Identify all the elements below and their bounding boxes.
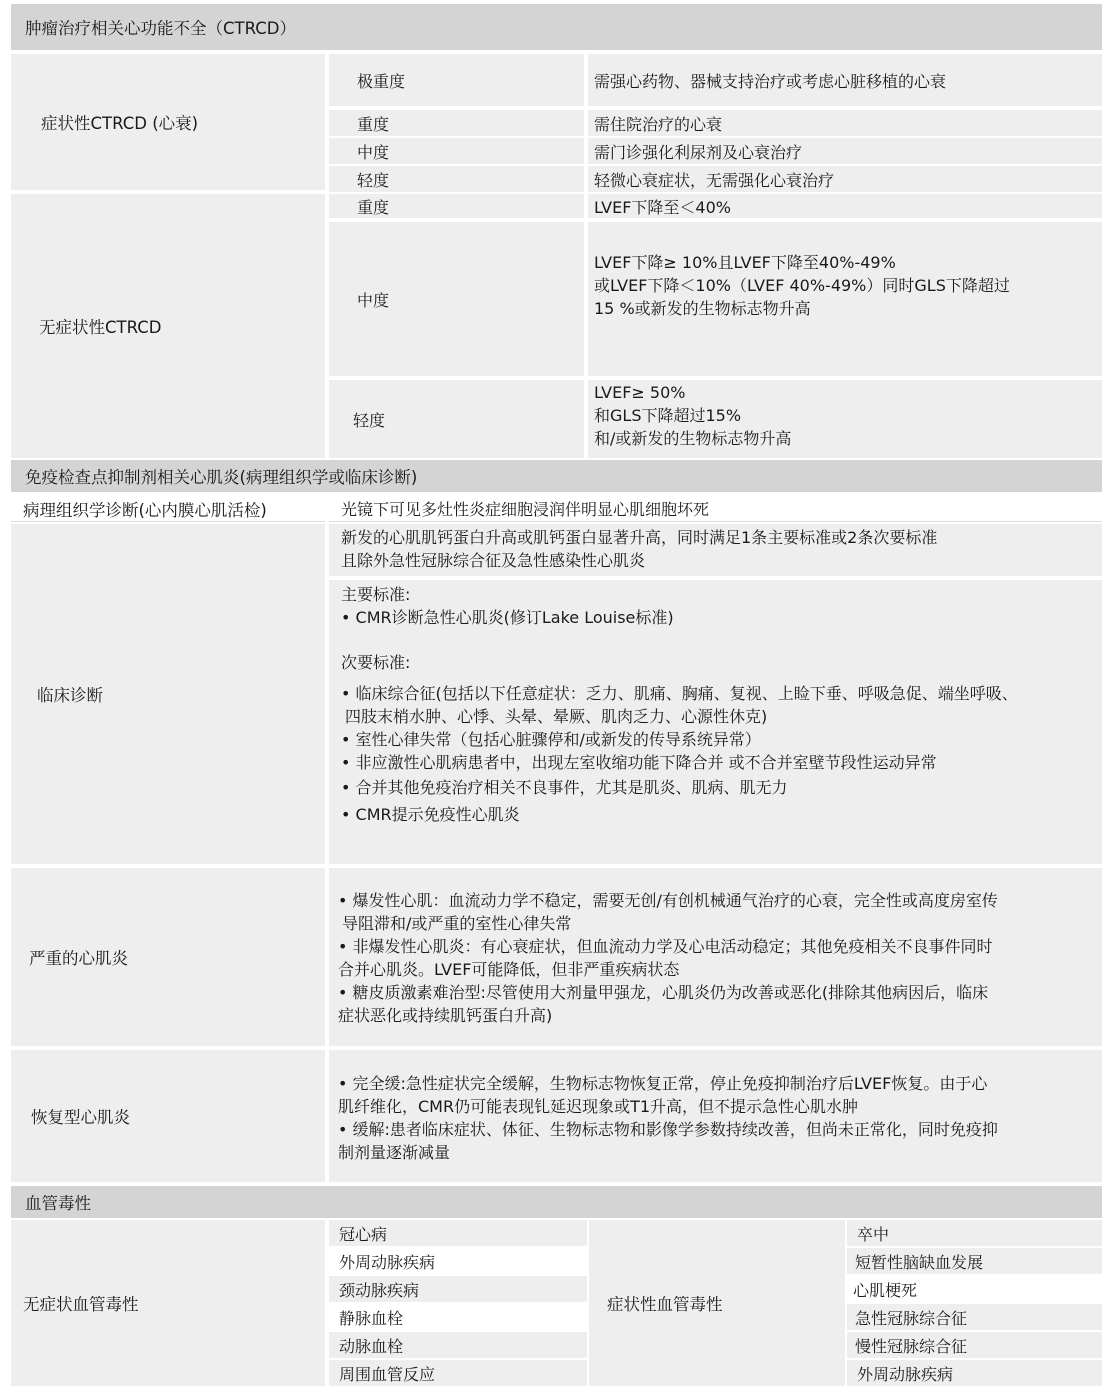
list-item-text: 慢性冠脉综合征 [855, 1336, 968, 1356]
grade-label: 重度 [357, 114, 390, 134]
row-label: 恢复型心肌炎 [31, 1108, 130, 1127]
grade-description: 需强心药物、器械支持治疗或考虑心脏移植的心衰 [594, 71, 947, 91]
grade-description: 轻微心衰症状，无需强化心衰治疗 [594, 170, 835, 190]
asymptomatic-ctrcd-cell [11, 194, 325, 458]
list-item [847, 1332, 1102, 1358]
clinical-intro-cell [329, 524, 1102, 576]
list-item [847, 1220, 1102, 1246]
minor-criteria-item: • 非应激性心肌病患者中，出现左室收缩功能下降合并 或不合并室壁节段性运动异常 [341, 751, 1102, 774]
row-label: 病理组织学诊断(心内膜心肌活检) [23, 500, 267, 520]
row-label: 无症状性CTRCD [39, 318, 162, 337]
minor-criteria-title: 次要标准: [341, 653, 411, 672]
grade-label: 中度 [357, 290, 390, 310]
severe-item: • 爆发性心肌：血流动力学不稳定，需要无创/有创机械通气治疗的心衰，完全性或高度房室传 [338, 889, 1102, 912]
pathology-label-cell [11, 496, 325, 522]
severe-item-cont: 合并心肌炎。LVEF可能降低，但非严重疾病状态 [338, 960, 680, 979]
recovery-item-cont: 制剂量逐渐减量 [338, 1143, 451, 1162]
major-criteria-item: • CMR诊断急性心肌炎(修订Lake Louise标准) [341, 606, 1102, 629]
section-title: 肿瘤治疗相关心功能不全（CTRCD） [25, 19, 296, 38]
pathology-desc-cell [329, 496, 1102, 522]
section-header-myocarditis [11, 460, 1102, 492]
grade-label: 轻度 [357, 170, 390, 190]
grade-cell [329, 166, 584, 192]
row-label: 临床诊断 [37, 686, 103, 705]
severe-myocarditis-cell [11, 868, 325, 1046]
grade-label: 重度 [357, 197, 390, 217]
list-item [847, 1304, 1102, 1330]
desc-line: 和/或新发的生物标志物升高 [594, 429, 792, 448]
asymptomatic-vascular-cell [11, 1220, 325, 1386]
minor-criteria-item: • 室性心律失常（包括心脏骤停和/或新发的传导系统异常） [341, 728, 1102, 751]
clinical-diagnosis-cell [11, 524, 325, 864]
asymptomatic-vascular-list [329, 1220, 587, 1386]
grade-label: 极重度 [357, 71, 406, 91]
grade-cell [329, 110, 584, 136]
row-label: 症状性CTRCD (心衰) [41, 114, 199, 133]
section-header-vascular [11, 1186, 1102, 1218]
grade-label: 中度 [357, 142, 390, 162]
recovery-myocarditis-cell [11, 1050, 325, 1182]
symptomatic-vascular-cell [589, 1220, 845, 1386]
list-item-text: 外周动脉疾病 [339, 1252, 436, 1272]
recovery-item-cont: 肌纤维化，CMR仍可能表现钆延迟现象或T1升高，但不提示急性心肌水肿 [338, 1097, 859, 1116]
desc-cell [588, 380, 1102, 458]
grade-description: 需门诊强化利尿剂及心衰治疗 [594, 142, 803, 162]
minor-criteria-item-cont: 四肢末梢水肿、心悸、头晕、晕厥、肌肉乏力、心源性休克) [345, 707, 768, 726]
desc-line: LVEF下降≥ 10%且LVEF下降至40%-49% [594, 253, 896, 272]
list-item-text: 卒中 [857, 1224, 890, 1244]
severe-item: • 糖皮质激素难治型:尽管使用大剂量甲强龙，心肌炎仍为改善或恶化(排除其他病因后，临床 [338, 981, 1102, 1004]
list-item-text: 短暂性脑缺血发展 [855, 1252, 984, 1272]
desc-cell [588, 138, 1102, 164]
symptomatic-vascular-list [847, 1220, 1102, 1386]
symptomatic-ctrcd-cell [11, 54, 325, 190]
list-item [329, 1276, 587, 1302]
desc-line: 或LVEF下降＜10%（LVEF 40%-49%）同时GLS下降超过 [594, 276, 1010, 295]
severe-item-cont: 症状恶化或持续肌钙蛋白升高) [338, 1006, 553, 1025]
list-item [847, 1248, 1102, 1274]
list-item [329, 1248, 587, 1274]
minor-criteria-item: • CMR提示免疫性心肌炎 [341, 803, 1102, 826]
desc-cell [588, 194, 1102, 218]
minor-criteria-item: • 合并其他免疫治疗相关不良事件，尤其是肌炎、肌病、肌无力 [341, 776, 1102, 799]
desc-line: 和GLS下降超过15% [594, 406, 742, 425]
severe-item: • 非爆发性心肌炎：有心衰症状，但血流动力学及心电活动稳定；其他免疫相关不良事件同时 [338, 935, 1102, 958]
clinical-criteria-cell [329, 580, 1102, 864]
desc-line: 15 %或新发的生物标志物升高 [594, 299, 811, 318]
major-criteria-title: 主要标准: [341, 585, 411, 604]
recovery-item: • 完全缓:急性症状完全缓解，生物标志物恢复正常，停止免疫抑制治疗后LVEF恢复。由于心 [338, 1072, 1102, 1095]
list-item-text: 外周动脉疾病 [857, 1364, 954, 1384]
minor-criteria-item: • 临床综合征(包括以下任意症状：乏力、肌痛、胸痛、复视、上睑下垂、呼吸急促、端坐呼吸、 [341, 682, 1102, 705]
grade-cell [329, 380, 584, 458]
grade-cell [329, 138, 584, 164]
recovery-myocarditis-desc [329, 1050, 1102, 1182]
list-item-text: 颈动脉疾病 [339, 1280, 420, 1300]
recovery-item: • 缓解:患者临床症状、体征、生物标志物和影像学参数持续改善，但尚未正常化，同时免疫抑 [338, 1118, 1102, 1141]
desc-cell [588, 166, 1102, 192]
grade-label: 轻度 [353, 410, 386, 430]
list-item [329, 1304, 587, 1330]
list-item-text: 静脉血栓 [339, 1308, 404, 1328]
section-header-ctrcd [11, 4, 1102, 50]
list-item [847, 1276, 1102, 1302]
grade-cell [329, 54, 584, 106]
list-item [329, 1332, 587, 1358]
row-label: 严重的心肌炎 [29, 949, 128, 968]
intro-line: 且除外急性冠脉综合征及急性感染性心肌炎 [341, 551, 646, 570]
row-description: 光镜下可见多灶性炎症细胞浸润伴明显心肌细胞坏死 [341, 500, 710, 519]
grade-cell [329, 222, 584, 376]
row-label: 无症状血管毒性 [23, 1295, 139, 1314]
list-item-text: 动脉血栓 [339, 1336, 404, 1356]
list-item [329, 1220, 587, 1246]
desc-cell [588, 222, 1102, 376]
desc-cell [588, 110, 1102, 136]
section-title: 血管毒性 [25, 1194, 91, 1213]
list-item-text: 冠心病 [339, 1224, 388, 1244]
list-item-text: 急性冠脉综合征 [855, 1308, 968, 1328]
desc-cell [588, 54, 1102, 106]
grade-cell [329, 194, 584, 218]
section-title: 免疫检查点抑制剂相关心肌炎(病理组织学或临床诊断) [25, 468, 418, 487]
row-label: 症状性血管毒性 [607, 1295, 723, 1314]
list-item-text: 心肌梗死 [853, 1280, 918, 1300]
list-item-text: 周围血管反应 [339, 1364, 436, 1384]
severe-item-cont: 导阻滞和/或严重的室性心律失常 [342, 914, 572, 933]
grade-description: 需住院治疗的心衰 [594, 114, 723, 134]
list-item [329, 1360, 587, 1386]
intro-line: 新发的心肌肌钙蛋白升高或肌钙蛋白显著升高，同时满足1条主要标准或2条次要标准 [341, 528, 938, 547]
list-item [847, 1360, 1102, 1386]
severe-myocarditis-desc [329, 868, 1102, 1046]
desc-line: LVEF≥ 50% [594, 383, 686, 402]
grade-description: LVEF下降至＜40% [594, 197, 731, 217]
